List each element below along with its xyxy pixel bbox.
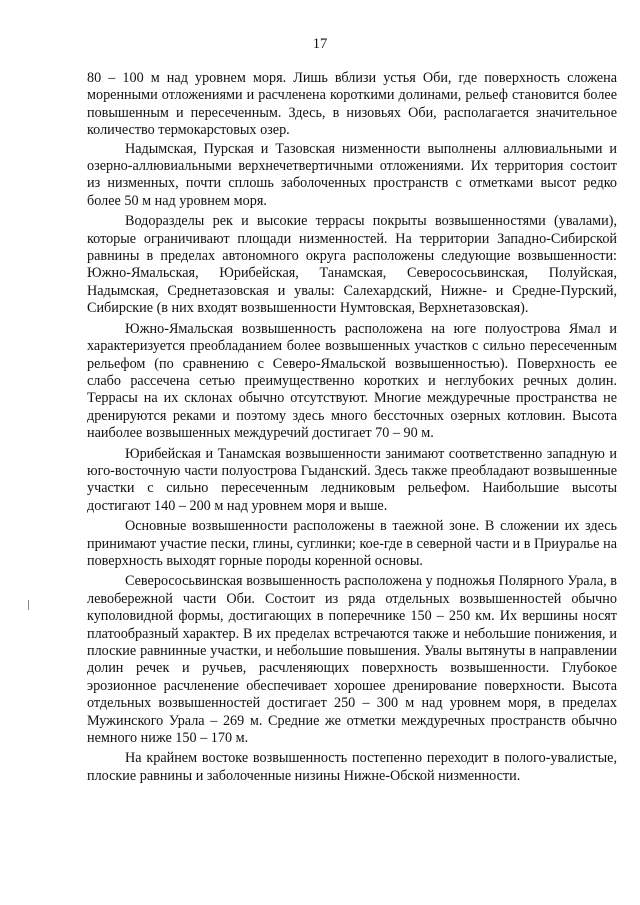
paragraph-8: На крайнем востоке возвышенность постепенно переходит в полого-увалистые, плоские равнины и заболоченные низины Нижне-Обской низменности. xyxy=(87,750,617,784)
paragraph-5: Юрибейская и Танамская возвышенности занимают соответственно западную и юго-восточную части полуострова Гыданский. Здесь также преобладают возвышенные участки с сильно пересеченным ледниковым рельефом. Наибольшие высоты достигают 140 – 200 м над уровнем моря и выше. xyxy=(87,445,617,514)
paragraph-1: 80 – 100 м над уровнем моря. Лишь вблизи устья Оби, где поверхность сложена моренными отложениями и расчленена короткими долинами, рельеф становится более повышенным и пересеченным. Здесь, в низовьях Оби, располагается значительное количество термокарстовых озер. xyxy=(87,70,617,139)
paragraph-2: Надымская, Пурская и Тазовская низменности выполнены аллювиальными и озерно-аллювиальными верхнечетвертичными отложениями. Их территория состоит из низменных, почти сплошь заболоченных пространств с отметками высот редко более 50 м над уровнем моря. xyxy=(87,140,617,209)
margin-mark xyxy=(28,600,29,610)
paragraph-3: Водоразделы рек и высокие террасы покрыты возвышенностями (увалами), которые ограничивают площади низменностей. На территории Западно-Сибирской равнины в пределах автономного округа расположены следующие возвышенности: Южно-Ямальская, Юрибейская, Танамская, Северососьвинская, Полуйская, Надымская, Среднетазовская и увалы: Салехардский, Нижне- и Средне-Пурский, Сибирские (в них входят возвышенности Нумтовская, Верхнетазовская). xyxy=(87,213,617,317)
page-number: 17 xyxy=(312,36,328,52)
paragraph-7: Северососьвинская возвышенность расположена у подножья Полярного Урала, в левобережной части Оби. Состоит из ряда отдельных возвышенностей обычно куполовидной формы, достигающих в поперечнике 150 – 250 км. Их вершины носят платообразный характер. В их пределах встречаются также и небольшие понижения, и плоские равнинные участки, и небольшие повышения. Увалы вытянуты в направлении долин речек и ручьев, расчленяющих поверхность возвышенности. Глубокое эрозионное расчленение обеспечивает хорошее дренирование поверхности. Высота отдельных возвышенностей достигает 250 – 300 м над уровнем моря, в пределах Мужинского Урала – 269 м. Средние же отметки междуречных пространств обычно немного ниже 150 – 170 м. xyxy=(87,573,617,747)
paragraph-4: Южно-Ямальская возвышенность расположена на юге полуострова Ямал и характеризуется преобладанием более возвышенных участков с сильно пересеченным рельефом (по сравнению с Северо-Ямальской возвышенностью). Поверхность ее слабо рассечена сетью преимущественно коротких и неглубоких речных долин. Террасы на их склонах обычно отсутствуют. Многие междуречные пространства не дренируются реками и поэтому здесь много бессточных озерных котловин. Высота наиболее возвышенных междуречий достигает 70 – 90 м. xyxy=(87,320,617,442)
paragraph-6: Основные возвышенности расположены в таежной зоне. В сложении их здесь принимают участие пески, глины, суглинки; кое-где в северной части и в Приуралье на поверхность выходят горные породы коренной основы. xyxy=(87,518,617,569)
body-text xyxy=(87,70,617,786)
